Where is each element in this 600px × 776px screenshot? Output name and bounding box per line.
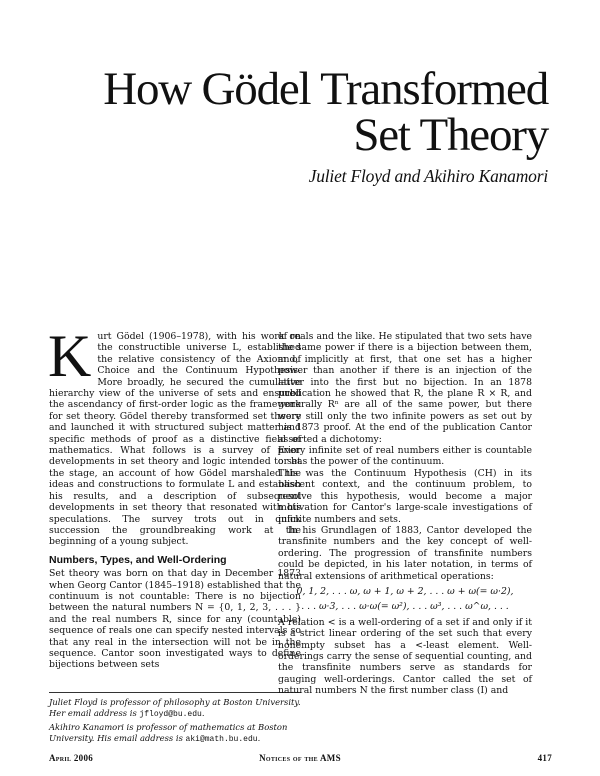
ordinal-equation-2: . . . ω·3, . . . ω·ω(= ω²), . . . ω³, . . . ω^ω, . . . bbox=[301, 601, 509, 613]
right-column bbox=[278, 331, 532, 697]
floyd-email[interactable]: jfloyd@bu.edu bbox=[139, 709, 202, 719]
article-title bbox=[103, 63, 548, 161]
right-paragraph-3: In his Grundlagen of 1883, Cantor developed the transfinite numbers and the key concept of well-ordering. The progression of transfinite numbers could be depicted, in his later notation, in terms of natural extensions of arithmetical operations: bbox=[278, 524, 532, 582]
footer-date: April 2006 bbox=[49, 753, 94, 763]
title-line-2: Set Theory bbox=[353, 109, 548, 161]
page-number: 417 bbox=[537, 753, 552, 763]
dichotomy-quote: Every infinite set of real numbers either is countable or has the power of the continuum. bbox=[278, 445, 532, 468]
author-footnotes bbox=[49, 692, 301, 747]
ordinal-equation-1: 0, 1, 2, . . . ω, ω + 1, ω + 2, . . . ω + ω(= ω·2), bbox=[296, 585, 514, 597]
footer-journal: Notices of the AMS bbox=[259, 753, 341, 763]
right-paragraph-1: of reals and the like. He stipulated that two sets have the same power if there is a bijection between them, and, implicitly at first, that one set has a higher power than another if there is an injection of the latter into the first but no bijection. In an 1878 publication he showed that R, the plane R × R, and generally Rⁿ are all of the same power, but there were still only the two infinite powers as set out by his 1873 proof. At the end of the publication Cantor asserted a dichotomy: bbox=[278, 331, 532, 445]
kanamori-footnote: Akihiro Kanamori is professor of mathematics at Boston University. His email address is aki@math.bu.edu. bbox=[49, 722, 288, 744]
left-column bbox=[48, 323, 301, 671]
kanamori-email[interactable]: aki@math.bu.edu bbox=[185, 734, 258, 744]
right-paragraph-2: This was the Continuum Hypothesis (CH) in its nascent context, and the continuum problem, to resolve this hypothesis, would become a major motivation for Cantor's large-scale investigations of infinite numbers and sets. bbox=[278, 467, 532, 525]
title-line-1: How Gödel Transformed bbox=[103, 63, 548, 115]
article-authors: Juliet Floyd and Akihiro Kanamori bbox=[308, 166, 548, 186]
section-heading: Numbers, Types, and Well-Ordering bbox=[49, 553, 227, 566]
intro-text: urt Gödel (1906–1978), with his work on the constructible universe L, established the relative consistency of the Axiom of Choice and the Continuum Hypothesis. More broadly, he secured the cumulative hierarchy view of the universe of sets and ensured the ascendancy of first-order logic as the framework for set theory. Gödel thereby transformed set theory and launched it with structured subject matter and specific methods of proof as a distinctive field of mathematics. What follows is a survey of prior developments in set theory and logic intended to set the stage, an account of how Gödel marshaled the ideas and constructions to formulate L and establish his results, and a description of subsequent developments in set theory that resonated with his speculations. The survey trots out in quick succession the groundbreaking work at the beginning of a young subject. bbox=[49, 331, 301, 548]
intro-paragraph bbox=[48, 323, 301, 548]
right-paragraph-4: A relation < is a well-ordering of a set if and only if it is a strict linear ordering of the set such that every nonempty subset has a <-least element. Well-orderings carry the sense of sequential counting, and the transfinite numbers serve as standards for gauging well-orderings. Cantor called the set of natural numbers N the first number class (I) and bbox=[278, 616, 532, 697]
section-paragraph: Set theory was born on that day in December 1873 when Georg Cantor (1845–1918) established that the continuum is not countable: There is no bijection between the natural numbers N = {0, 1, 2, 3, . . . } and the real numbers R, since for any (countable) sequence of reals one can specify nested intervals so that any real in the intersection will not be in the sequence. Cantor soon investigated ways to define bijections between sets bbox=[49, 568, 301, 671]
drop-cap: K bbox=[48, 323, 92, 389]
floyd-footnote: Juliet Floyd is professor of philosophy at Boston University. Her email address is jfloyd@bu.edu. bbox=[49, 697, 301, 719]
